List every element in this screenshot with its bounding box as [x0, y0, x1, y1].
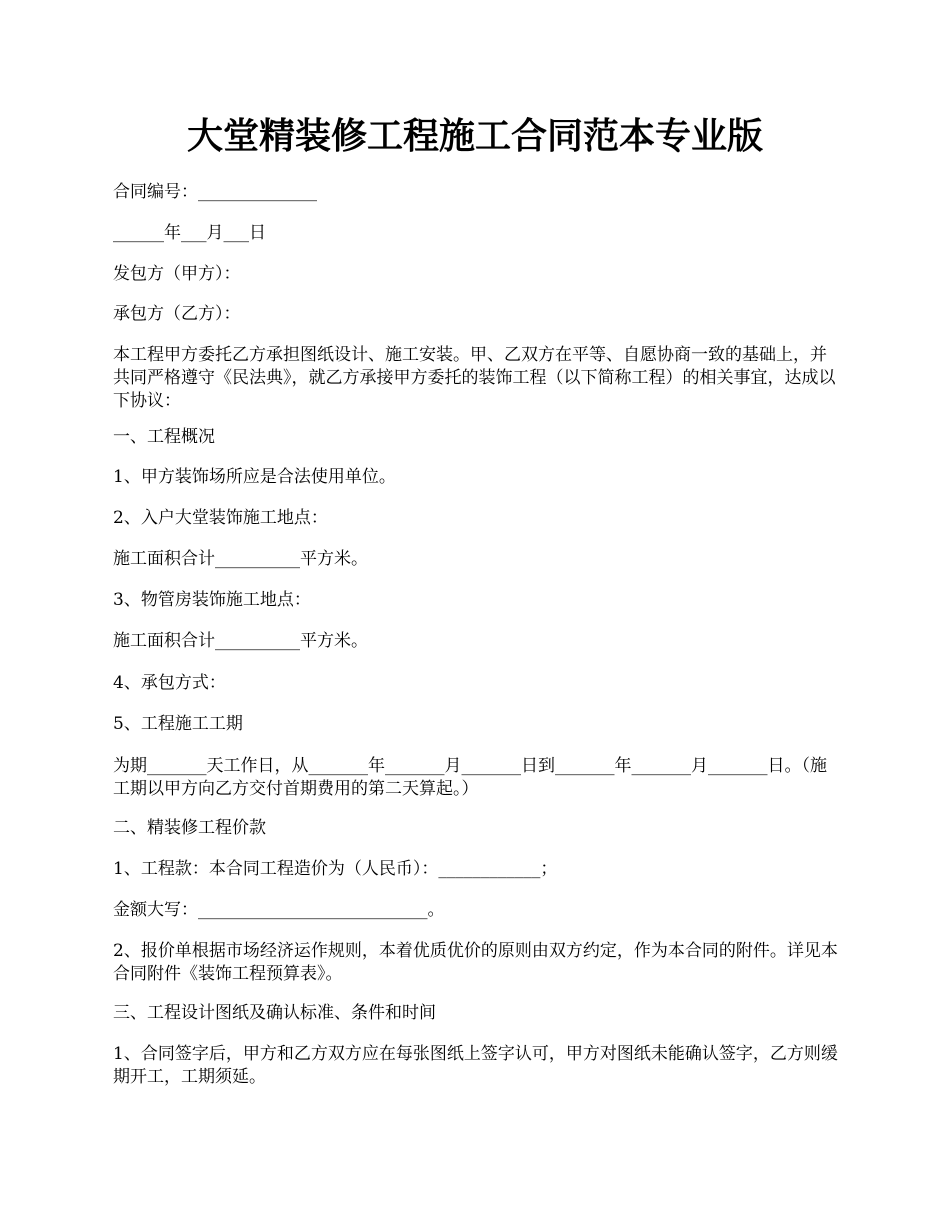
clause-2-1: 1、工程款：本合同工程造价为（人民币）：____________；	[113, 859, 558, 879]
section-1-heading: 一、工程概况	[113, 427, 215, 447]
construction-period-paragraph: 为期_______天工作日，从_______年_______月_______日到_______年_______月_______日。（施工期以甲方向乙方交付首期费用的第二天算起。）	[113, 756, 827, 799]
clause-1-2: 2、入户大堂装饰施工地点：	[113, 508, 328, 528]
date-line: ______年___月___日	[113, 223, 266, 243]
document-title: 大堂精装修工程施工合同范本专业版	[186, 115, 763, 157]
clause-2-2: 2、报价单根据市场经济运作规则，本着优质优价的原则由双方约定，作为本合同的附件。详见本合同附件《装饰工程预算表》。	[113, 941, 838, 984]
contract-number-line: 合同编号：______________	[113, 182, 317, 202]
clause-1-3: 3、物管房装饰施工地点：	[113, 590, 311, 610]
clause-1-4: 4、承包方式：	[113, 673, 226, 693]
section-3-heading: 三、工程设计图纸及确认标准、条件和时间	[113, 1003, 436, 1023]
property-room-area-line: 施工面积合计__________平方米。	[113, 631, 368, 651]
clause-1-5: 5、工程施工工期	[113, 714, 243, 734]
party-a-line: 发包方（甲方）：	[113, 264, 241, 284]
lobby-area-line: 施工面积合计__________平方米。	[113, 549, 368, 569]
clause-3-1: 1、合同签字后，甲方和乙方双方应在每张图纸上签字认可，甲方对图纸未能确认签字，乙方则缓期开工，工期须延。	[113, 1044, 838, 1087]
amount-in-words-line: 金额大写：___________________________。	[113, 900, 445, 920]
preamble-paragraph: 本工程甲方委托乙方承担图纸设计、施工安装。甲、乙双方在平等、自愿协商一致的基础上，并共同严格遵守《民法典》，就乙方承接甲方委托的装饰工程（以下简称工程）的相关事宜，达成以下协议：	[113, 345, 836, 411]
party-b-line: 承包方（乙方）：	[113, 304, 241, 324]
section-2-heading: 二、精装修工程价款	[113, 818, 266, 838]
clause-1-1: 1、甲方装饰场所应是合法使用单位。	[113, 467, 396, 487]
